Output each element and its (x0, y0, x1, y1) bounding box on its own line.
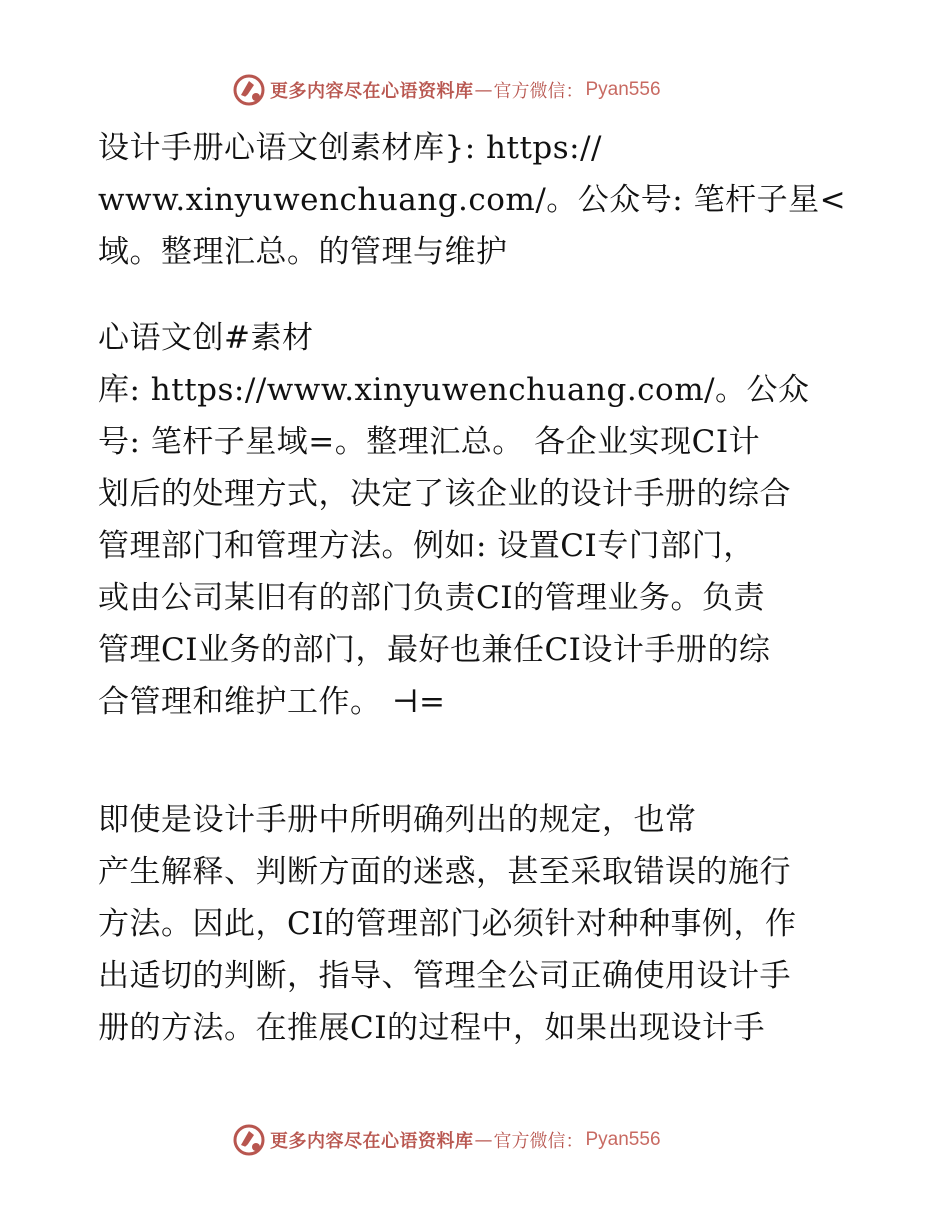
text-line: 册的方法。在推展CI的过程中，如果出现设计手 (98, 1010, 765, 1046)
brand-logo-icon (232, 1123, 266, 1157)
paragraph-1 (98, 122, 858, 278)
banner-separator: — (474, 1129, 493, 1151)
banner-wechat-label: 官方微信： (493, 81, 584, 102)
text-line: 号: 笔杆子星域=。整理汇总。 各企业实现CI计 (98, 424, 761, 460)
text-line: 域。整理汇总。的管理与维护 (98, 234, 508, 270)
paragraph-3 (98, 794, 858, 1054)
banner-wechat-id: Pyan556 (585, 1129, 661, 1150)
text-line: 管理CI业务的部门，最好也兼任CI设计手册的综 (98, 632, 771, 668)
text-line: 产生解释、判断方面的迷惑，甚至采取错误的施行 (98, 854, 791, 890)
text-line: 管理部门和管理方法。例如: 设置CI专门部门， (98, 528, 755, 564)
text-line: 合管理和维护工作。 ⊣= (98, 684, 446, 720)
text-line: 即使是设计手册中所明确列出的规定，也常 (98, 802, 697, 838)
text-line: 库: https://www.xinyuwenchuang.com/。公众 (98, 372, 810, 408)
banner-wechat-label: 官方微信： (493, 1131, 584, 1152)
text-line: 出适切的判断，指导、管理全公司正确使用设计手 (98, 958, 791, 994)
text-line: 设计手册心语文创素材库}: https:// (98, 130, 602, 166)
text-line: 划后的处理方式，决定了该企业的设计手册的综合 (98, 476, 791, 512)
banner-main-text: 更多内容尽在心语资料库 (270, 1131, 474, 1152)
paragraph-2 (98, 312, 858, 728)
text-line: 或由公司某旧有的部门负责CI的管理业务。负责 (98, 580, 765, 616)
banner-wechat-id: Pyan556 (585, 79, 661, 100)
banner-main-text: 更多内容尽在心语资料库 (270, 81, 474, 102)
text-line: www.xinyuwenchuang.com/。公众号: 笔杆子星< (98, 182, 847, 218)
text-line: 心语文创#素材 (98, 320, 314, 356)
banner-separator: — (474, 79, 493, 101)
footer-watermark-banner (232, 1122, 752, 1158)
brand-logo-icon (232, 73, 266, 107)
text-line: 方法。因此，CI的管理部门必须针对种种事例，作 (98, 906, 797, 942)
header-watermark-banner (232, 72, 752, 108)
